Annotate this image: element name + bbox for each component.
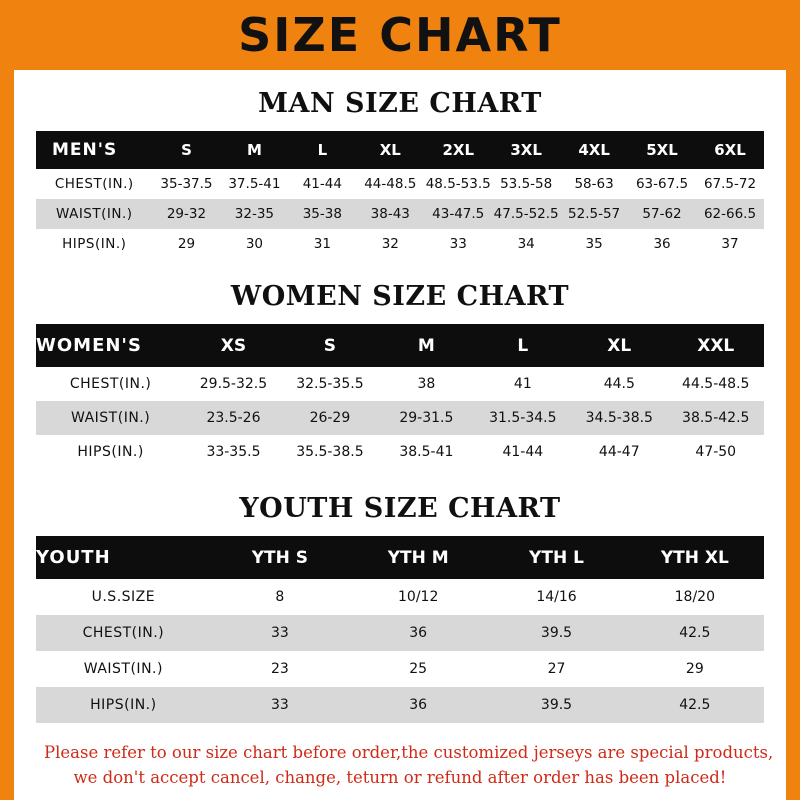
table-row — [36, 687, 764, 723]
youth-row-label: CHEST(IN.) — [82, 625, 165, 641]
youth-header-corner: YOUTH — [36, 547, 111, 568]
table-row — [36, 651, 764, 687]
women-cell: 34.5-38.5 — [585, 410, 653, 426]
man-header-corner: MEN'S — [52, 140, 118, 160]
man-cell: 57-62 — [642, 206, 682, 222]
women-cell: 38.5-42.5 — [682, 410, 750, 426]
women-cell: 32.5-35.5 — [296, 376, 364, 392]
man-cell: 44-48.5 — [364, 176, 417, 192]
women-cell: 47-50 — [695, 444, 737, 460]
man-column-header: XL — [379, 141, 401, 159]
youth-cell: 33 — [270, 625, 289, 641]
youth-cell: 27 — [547, 661, 566, 677]
man-cell: 67.5-72 — [703, 176, 757, 192]
table-row — [36, 615, 764, 651]
youth-cell: 25 — [409, 661, 428, 677]
women-column-header: XXL — [697, 335, 735, 356]
women-cell: 26-29 — [309, 410, 351, 426]
man-column-header: S — [181, 141, 192, 159]
youth-cell: 10/12 — [398, 589, 439, 605]
women-column-header: L — [517, 335, 529, 356]
footer-line-2: we don't accept cancel, change, teturn or refund after order has been placed! — [73, 767, 727, 787]
youth-cell: 33 — [270, 697, 289, 713]
man-cell: 58-63 — [574, 176, 614, 192]
women-cell: 44-47 — [598, 444, 640, 460]
content — [14, 88, 786, 791]
man-row-label: WAIST(IN.) — [55, 206, 133, 222]
women-row-label: CHEST(IN.) — [69, 376, 152, 392]
man-column-header: 2XL — [442, 141, 474, 159]
youth-cell: 29 — [685, 661, 704, 677]
man-cell: 62-66.5 — [703, 206, 757, 222]
man-cell: 29-32 — [166, 206, 207, 222]
table-row — [36, 367, 764, 401]
man-column-header: 3XL — [510, 141, 542, 159]
women-section-title: WOMEN SIZE CHART — [230, 281, 570, 312]
man-column-header: M — [246, 141, 262, 159]
women-header-corner: WOMEN'S — [36, 335, 142, 356]
man-column-header: 4XL — [578, 141, 610, 159]
man-header-row — [36, 131, 764, 169]
man-cell: 37 — [721, 236, 739, 252]
man-cell: 53.5-58 — [500, 176, 553, 192]
man-row-label: HIPS(IN.) — [62, 236, 127, 252]
women-column-header: M — [417, 335, 435, 356]
man-cell: 43-47.5 — [432, 206, 485, 222]
youth-section-title: YOUTH SIZE CHART — [239, 493, 561, 524]
youth-row-label: HIPS(IN.) — [90, 697, 157, 713]
women-column-header: XS — [220, 335, 247, 356]
women-header-row — [36, 324, 764, 367]
youth-column-header: YTH L — [529, 547, 584, 568]
man-cell: 33 — [449, 236, 467, 252]
man-cell: 47.5-52.5 — [493, 206, 559, 222]
man-cell: 52.5-57 — [568, 206, 621, 222]
youth-cell: 23 — [270, 661, 289, 677]
youth-row-label: WAIST(IN.) — [83, 661, 163, 677]
banner-title: SIZE CHART — [238, 8, 562, 62]
women-cell: 38 — [417, 376, 436, 392]
youth-cell: 18/20 — [674, 589, 715, 605]
youth-cell: 36 — [409, 625, 428, 641]
man-cell: 63-67.5 — [635, 176, 689, 192]
women-cell: 31.5-34.5 — [489, 410, 557, 426]
women-cell: 41 — [513, 376, 532, 392]
man-cell: 35-37.5 — [160, 176, 213, 192]
women-column-header: XL — [607, 335, 632, 356]
table-row — [36, 229, 764, 259]
footer-line-1: Please refer to our size chart before order,the customized jerseys are special products, — [44, 743, 774, 762]
women-column-header: S — [323, 335, 337, 356]
table-row — [36, 169, 764, 199]
youth-cell: 36 — [409, 697, 428, 713]
man-row-label: CHEST(IN.) — [54, 176, 134, 192]
man-cell: 35 — [585, 236, 603, 252]
man-size-table — [36, 131, 764, 259]
man-cell: 32-35 — [234, 206, 275, 222]
youth-cell: 42.5 — [679, 697, 711, 713]
table-row — [36, 435, 764, 469]
section-man — [36, 88, 764, 259]
footer-note — [44, 741, 774, 791]
youth-cell: 8 — [275, 589, 285, 605]
women-cell: 29-31.5 — [399, 410, 454, 426]
man-cell: 31 — [313, 236, 331, 252]
man-cell: 29 — [177, 236, 196, 252]
women-cell: 44.5-48.5 — [682, 376, 750, 392]
women-cell: 33-35.5 — [206, 444, 261, 460]
table-row — [36, 579, 764, 615]
women-cell: 23.5-26 — [206, 410, 261, 426]
women-cell: 41-44 — [502, 444, 544, 460]
women-table-body — [36, 324, 764, 469]
section-women — [36, 281, 764, 469]
women-size-table — [36, 324, 764, 469]
man-cell: 36 — [653, 236, 671, 252]
women-row-label: HIPS(IN.) — [77, 444, 144, 460]
man-cell: 48.5-53.5 — [425, 176, 491, 192]
man-cell: 30 — [245, 236, 263, 252]
table-row — [36, 199, 764, 229]
women-cell: 44.5 — [603, 376, 635, 392]
table-row — [36, 401, 764, 435]
man-cell: 34 — [517, 236, 535, 252]
man-cell: 37.5-41 — [228, 176, 281, 192]
youth-cell: 14/16 — [536, 589, 577, 605]
man-table-body — [36, 131, 764, 259]
youth-cell: 42.5 — [679, 625, 711, 641]
youth-row-label: U.S.SIZE — [91, 589, 156, 605]
youth-header-row — [36, 536, 764, 579]
banner — [0, 0, 800, 70]
youth-size-table — [36, 536, 764, 723]
women-cell: 35.5-38.5 — [296, 444, 364, 460]
man-cell: 32 — [381, 236, 399, 252]
man-column-header: 6XL — [714, 141, 746, 159]
women-cell: 38.5-41 — [399, 444, 454, 460]
man-cell: 38-43 — [370, 206, 410, 222]
man-column-header: 5XL — [646, 141, 678, 159]
man-column-header: L — [317, 141, 328, 159]
youth-cell: 39.5 — [540, 697, 573, 713]
youth-column-header: YTH M — [387, 547, 449, 568]
section-youth — [36, 493, 764, 723]
women-row-label: WAIST(IN.) — [71, 410, 151, 426]
youth-table-body — [36, 536, 764, 723]
women-cell: 29.5-32.5 — [199, 376, 268, 392]
man-cell: 41-44 — [302, 176, 342, 192]
youth-column-header: YTH XL — [660, 547, 729, 568]
youth-column-header: YTH S — [251, 547, 309, 568]
youth-cell: 39.5 — [540, 625, 573, 641]
man-section-title: MAN SIZE CHART — [258, 88, 542, 119]
man-cell: 35-38 — [302, 206, 342, 222]
